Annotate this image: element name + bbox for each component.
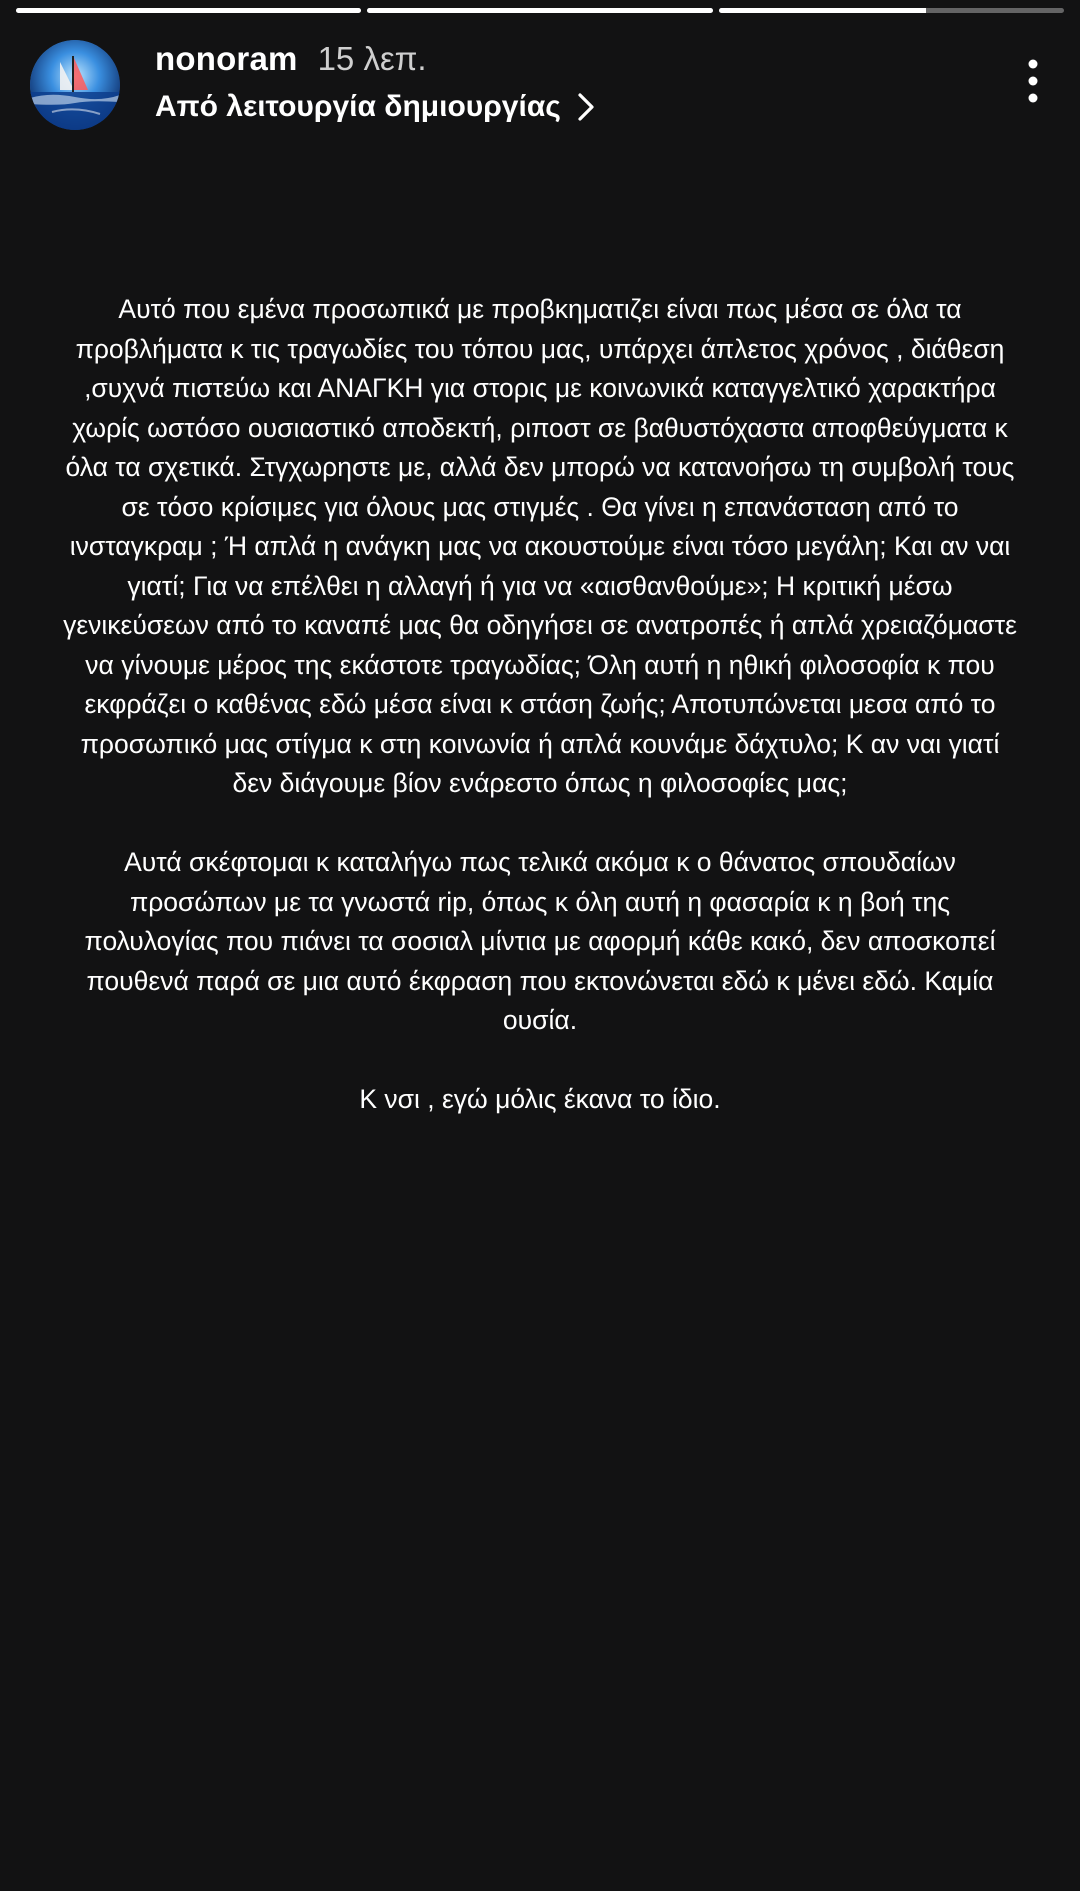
story-progress-bar xyxy=(16,8,1064,13)
more-options-button[interactable] xyxy=(1018,56,1048,106)
progress-fill xyxy=(367,8,712,13)
story-source-label: Από λειτουργία δημιουργίας xyxy=(155,90,561,123)
story-source-link[interactable] xyxy=(155,90,597,124)
more-vertical-icon xyxy=(1018,56,1048,106)
post-time: 15 λεπ. xyxy=(317,40,427,77)
story-header xyxy=(30,36,1050,136)
progress-fill xyxy=(16,8,361,13)
story-paragraph-1: Αυτό που εμένα προσωπικά με προβκηματιζει είναι πως μέσα σε όλα τα προβλήματα κ τις τραγωδίες του τόπου μας, υπάρχει άπλετος χρόνος , διάθεση ,συχνά πιστεύω και ΑΝΑΓΚΗ για στορις με κοινωνικά καταγγελτικό χαρακτήρα χωρίς ωστόσο ουσιαστικό αποδεκτή, ριποστ σε βαθυστόχαστα αποφθεύγματα κ όλα τα σχετικά. Στγχωρηστε με, αλλά δεν μπορώ να κατανοήσω τη συμβολή τους σε τόσο κρίσιμες για όλους μας στιγμές . Θα γίνει η επανάσταση από το ινσταγκραμ ; Ή απλά η ανάγκη μας να ακουστούμε είναι τόσο μεγάλη; Και αν ναι γιατί; Για να επέλθει η αλλαγή ή για να «αισθανθούμε»; Η κριτική μέσω γενικεύσεων από το καναπέ μας θα οδηγήσει σε ανατροπές ή απλά χρειαζόμαστε να γίνουμε μέρος της εκάστοτε τραγωδίας; Όλη αυτή η ηθική φιλοσοφία κ που εκφράζει ο καθένας εδώ μέσα είναι κ στάση ζωής; Αποτυπώνεται μεσα από το προσωπικό μας στίγμα κ στη κοινωνία ή απλά κουνάμε δάχτυλο; Κ αν ναι γιατί δεν διάγουμε βίον ενάρεστο όπως η φιλοσοφίες μας; xyxy=(63,294,1017,798)
user-line xyxy=(155,40,427,78)
progress-segment-2 xyxy=(367,8,712,13)
chevron-right-icon xyxy=(575,91,597,123)
progress-segment-3 xyxy=(719,8,1064,13)
progress-fill xyxy=(719,8,926,13)
story-paragraph-3: Κ νσι , εγώ μόλις έκανα το ίδιο. xyxy=(359,1084,721,1114)
story-text-body xyxy=(60,290,1020,1159)
username[interactable]: nonoram xyxy=(155,40,298,77)
story-paragraph-2: Αυτά σκέφτομαι κ καταλήγω πως τελικά ακόμα κ ο θάνατος σπουδαίων προσώπων με τα γνωστά rip, όπως κ όλη αυτή η φασαρία κ η βοή της πολυλογίας που πιάνει τα σοσιαλ μίντια με αφορμή κάθε κακό, δεν αποσκοπεί πουθενά παρά σε μια αυτό έκφραση που εκτονώνεται εδώ κ μένει εδώ. Καμία ουσία. xyxy=(84,847,996,1035)
avatar-photo xyxy=(30,40,120,130)
avatar[interactable] xyxy=(30,40,120,130)
progress-segment-1 xyxy=(16,8,361,13)
